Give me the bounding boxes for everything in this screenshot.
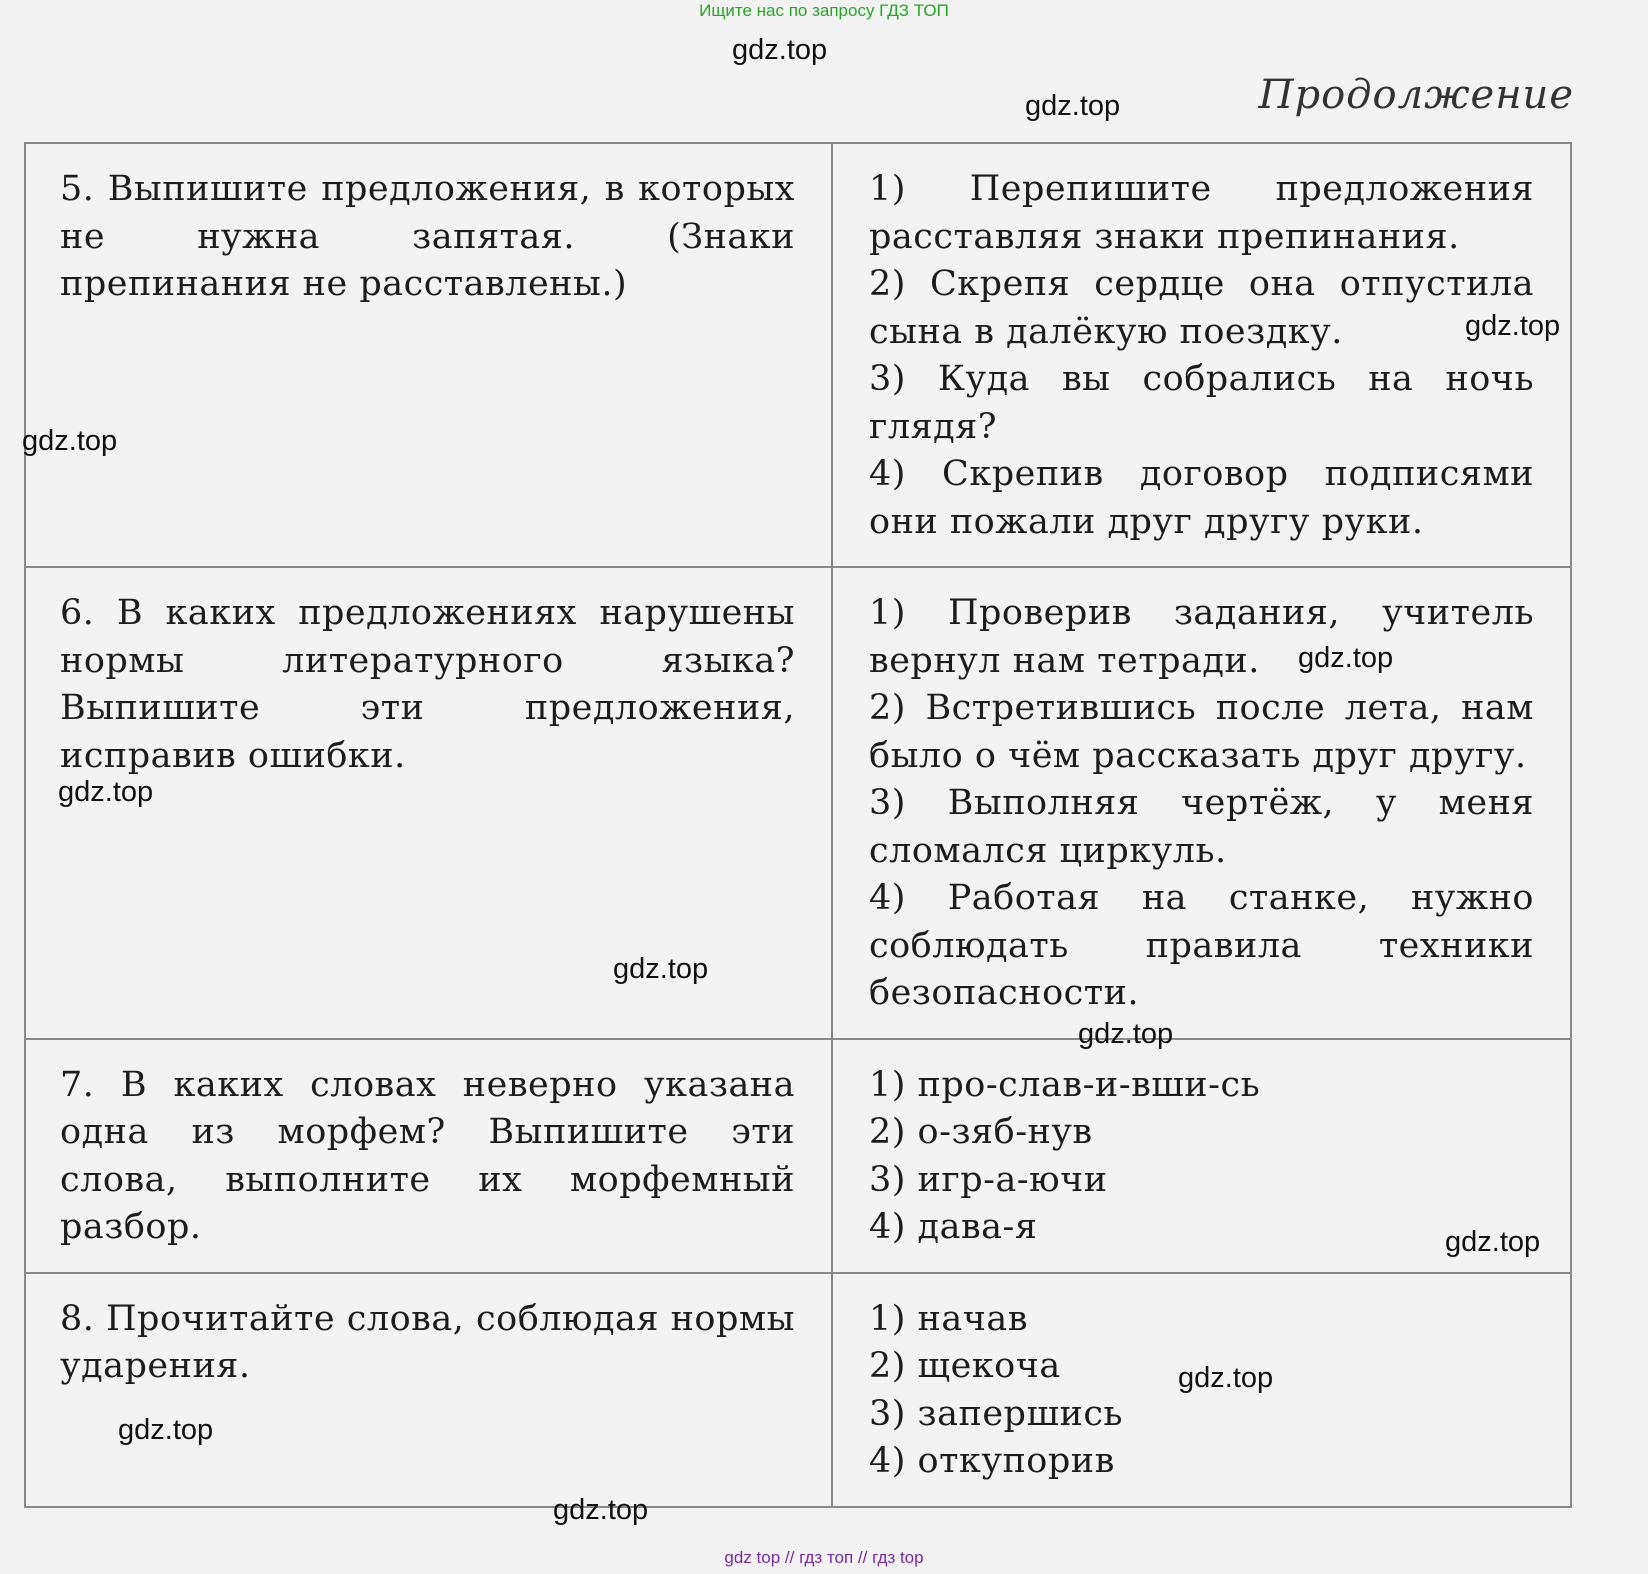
task-question-6: 6. В каких предложениях нарушены нормы литературного языка? Выпишите эти предложения, исправив ошибки. (25, 567, 832, 1039)
task-question-5: 5. Выпишите предложения, в которых не нужна запятая. (Знаки препинания не расставлены.) (25, 143, 832, 567)
page-heading: Продолжение (1258, 72, 1574, 118)
watermark: gdz.top (732, 34, 828, 66)
task-row-8 (25, 1273, 1571, 1507)
option-8-2: 2) щекоча (869, 1346, 1061, 1386)
watermark: gdz.top (1078, 1018, 1174, 1050)
search-banner: Ищите нас по запросу ГДЗ ТОП (699, 1, 949, 20)
watermark: gdz.top (1465, 310, 1561, 342)
option-8-3: 3) запершись (869, 1393, 1123, 1434)
watermark: gdz.top (58, 776, 154, 808)
option-7-3: 3) игр-а-ючи (869, 1159, 1108, 1200)
watermark: gdz.top (22, 425, 118, 457)
watermark: gdz.top (1298, 642, 1394, 674)
watermark: gdz.top (1178, 1362, 1274, 1394)
option-7-4: 4) дава-я (869, 1207, 1038, 1247)
option-5-3: 3) Куда вы собрались на ночь глядя? (869, 359, 1534, 447)
watermark: gdz.top (1025, 90, 1121, 122)
option-5-2: 2) Скрепя сердце она отпустила сына в далёкую поездку. (869, 264, 1534, 352)
option-6-4: 4) Работая на станке, нужно соблюдать правила техники безопасности. (869, 878, 1534, 1013)
footer-links: gdz top // гдз топ // гдз top (724, 1548, 924, 1567)
watermark: gdz.top (118, 1414, 214, 1446)
option-5-1: 1) Перепишите предложения расставляя знаки препинания. (869, 169, 1534, 257)
watermark: gdz.top (1445, 1226, 1541, 1258)
option-8-1: 1) начав (869, 1298, 1028, 1339)
option-5-4: 4) Скрепив договор подписями они пожали друг другу руки. (869, 454, 1534, 542)
task-row-6 (25, 567, 1571, 1039)
watermark: gdz.top (613, 953, 709, 985)
task-options-6 (832, 567, 1571, 1039)
task-question-8: 8. Прочитайте слова, соблюдая нормы ударения. (25, 1273, 832, 1507)
tasks-table (24, 142, 1572, 1508)
option-7-1: 1) про-слав-и-вши-сь (869, 1064, 1261, 1105)
option-6-2: 2) Встретившись после лета, нам было о чём рассказать друг другу. (869, 688, 1534, 776)
option-6-3: 3) Выполняя чертёж, у меня сломался циркуль. (869, 783, 1534, 871)
task-options-5 (832, 143, 1571, 567)
task-row-7 (25, 1039, 1571, 1273)
option-8-4: 4) откупорив (869, 1441, 1115, 1481)
task-question-7: 7. В каких словах неверно указана одна из морфем? Выпишите эти слова, выполните их морфемный разбор. (25, 1039, 832, 1273)
option-7-2: 2) о-зяб-нув (869, 1112, 1093, 1152)
option-6-1: 1) Проверив задания, учитель вернул нам тетради. (869, 593, 1534, 681)
watermark: gdz.top (553, 1494, 649, 1526)
task-row-5 (25, 143, 1571, 567)
